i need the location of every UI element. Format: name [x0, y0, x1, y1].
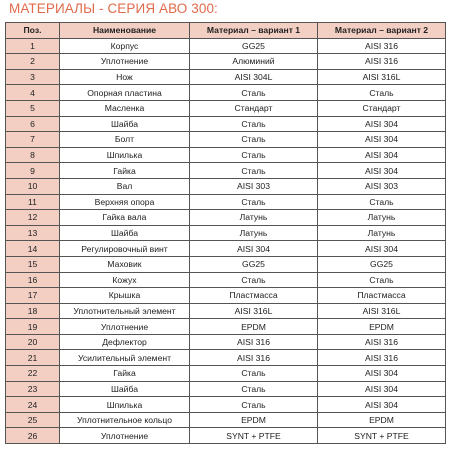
- cell-name: Шпилька: [60, 147, 190, 163]
- cell-name: Уплотнительное кольцо: [60, 412, 190, 428]
- cell-material-2: Латунь: [318, 225, 446, 241]
- cell-material-1: Сталь: [190, 163, 318, 179]
- table-row: [6, 334, 446, 350]
- header-name: Наименование: [60, 23, 190, 39]
- cell-name: Усилительный элемент: [60, 350, 190, 366]
- cell-material-1: AISI 303: [190, 178, 318, 194]
- cell-material-1: AISI 316L: [190, 303, 318, 319]
- cell-pos: 20: [6, 334, 60, 350]
- table-row: [6, 132, 446, 148]
- cell-name: Маховик: [60, 256, 190, 272]
- cell-name: Нож: [60, 69, 190, 85]
- cell-material-1: Сталь: [190, 397, 318, 413]
- cell-name: Вал: [60, 178, 190, 194]
- cell-material-1: AISI 304: [190, 241, 318, 257]
- page-title: МАТЕРИАЛЫ - СЕРИЯ АВО 300:: [9, 1, 218, 16]
- cell-name: Регулировочный винт: [60, 241, 190, 257]
- cell-name: Дефлектор: [60, 334, 190, 350]
- table-row: [6, 272, 446, 288]
- cell-pos: 17: [6, 288, 60, 304]
- cell-material-2: AISI 316: [318, 334, 446, 350]
- cell-material-1: Сталь: [190, 194, 318, 210]
- table-row: [6, 38, 446, 54]
- cell-pos: 18: [6, 303, 60, 319]
- cell-material-2: SYNT + PTFE: [318, 428, 446, 444]
- cell-pos: 21: [6, 350, 60, 366]
- cell-material-2: AISI 316: [318, 350, 446, 366]
- cell-material-1: EPDM: [190, 412, 318, 428]
- cell-pos: 23: [6, 381, 60, 397]
- cell-material-2: AISI 304: [318, 132, 446, 148]
- header-material-2: Материал – вариант 2: [318, 23, 446, 39]
- table-row: [6, 194, 446, 210]
- cell-material-1: EPDM: [190, 319, 318, 335]
- table-row: [6, 241, 446, 257]
- cell-name: Шайба: [60, 381, 190, 397]
- cell-name: Болт: [60, 132, 190, 148]
- cell-material-1: Сталь: [190, 147, 318, 163]
- cell-material-1: Сталь: [190, 116, 318, 132]
- cell-pos: 25: [6, 412, 60, 428]
- cell-material-2: AISI 316L: [318, 69, 446, 85]
- cell-pos: 15: [6, 256, 60, 272]
- cell-material-1: Стандарт: [190, 100, 318, 116]
- cell-material-2: EPDM: [318, 319, 446, 335]
- cell-material-2: AISI 304: [318, 366, 446, 382]
- cell-material-2: AISI 316L: [318, 303, 446, 319]
- cell-name: Уплотнение: [60, 319, 190, 335]
- table-row: [6, 225, 446, 241]
- cell-material-1: Латунь: [190, 225, 318, 241]
- table-row: [6, 319, 446, 335]
- cell-material-2: AISI 304: [318, 241, 446, 257]
- cell-material-2: AISI 316: [318, 54, 446, 70]
- cell-pos: 26: [6, 428, 60, 444]
- table-row: [6, 256, 446, 272]
- cell-name: Уплотнительный элемент: [60, 303, 190, 319]
- cell-name: Кожух: [60, 272, 190, 288]
- cell-material-1: Латунь: [190, 210, 318, 226]
- cell-material-2: AISI 303: [318, 178, 446, 194]
- cell-name: Корпус: [60, 38, 190, 54]
- cell-pos: 10: [6, 178, 60, 194]
- cell-material-1: AISI 316: [190, 350, 318, 366]
- cell-name: Гайка: [60, 163, 190, 179]
- table-row: [6, 303, 446, 319]
- cell-pos: 6: [6, 116, 60, 132]
- cell-material-1: Алюминий: [190, 54, 318, 70]
- cell-pos: 5: [6, 100, 60, 116]
- table-row: [6, 163, 446, 179]
- cell-pos: 7: [6, 132, 60, 148]
- cell-name: Гайка: [60, 366, 190, 382]
- cell-material-1: Сталь: [190, 132, 318, 148]
- table-row: [6, 397, 446, 413]
- cell-name: Гайка вала: [60, 210, 190, 226]
- cell-name: Масленка: [60, 100, 190, 116]
- cell-material-1: AISI 304L: [190, 69, 318, 85]
- header-material-1: Материал – вариант 1: [190, 23, 318, 39]
- table-row: [6, 350, 446, 366]
- cell-pos: 1: [6, 38, 60, 54]
- cell-material-1: Сталь: [190, 381, 318, 397]
- table-row: [6, 69, 446, 85]
- table-row: [6, 210, 446, 226]
- cell-material-2: GG25: [318, 256, 446, 272]
- table-row: [6, 100, 446, 116]
- cell-pos: 19: [6, 319, 60, 335]
- cell-material-1: SYNT + PTFE: [190, 428, 318, 444]
- cell-material-2: EPDM: [318, 412, 446, 428]
- cell-material-1: AISI 316: [190, 334, 318, 350]
- cell-material-1: GG25: [190, 38, 318, 54]
- cell-name: Уплотнение: [60, 54, 190, 70]
- cell-material-2: Стандарт: [318, 100, 446, 116]
- cell-name: Опорная пластина: [60, 85, 190, 101]
- cell-pos: 12: [6, 210, 60, 226]
- cell-name: Уплотнение: [60, 428, 190, 444]
- cell-material-2: AISI 304: [318, 397, 446, 413]
- cell-pos: 16: [6, 272, 60, 288]
- cell-pos: 11: [6, 194, 60, 210]
- table-row: [6, 366, 446, 382]
- materials-table: [5, 22, 446, 444]
- cell-pos: 2: [6, 54, 60, 70]
- cell-name: Верхняя опора: [60, 194, 190, 210]
- cell-name: Крышка: [60, 288, 190, 304]
- cell-pos: 9: [6, 163, 60, 179]
- cell-material-2: AISI 304: [318, 147, 446, 163]
- table-row: [6, 85, 446, 101]
- cell-material-2: Латунь: [318, 210, 446, 226]
- cell-material-1: Пластмасса: [190, 288, 318, 304]
- cell-pos: 14: [6, 241, 60, 257]
- header-pos: Поз.: [6, 23, 60, 39]
- cell-pos: 8: [6, 147, 60, 163]
- cell-name: Шпилька: [60, 397, 190, 413]
- cell-pos: 24: [6, 397, 60, 413]
- cell-material-2: Пластмасса: [318, 288, 446, 304]
- table-row: [6, 381, 446, 397]
- table-row: [6, 178, 446, 194]
- table-row: [6, 412, 446, 428]
- table-row: [6, 288, 446, 304]
- cell-material-1: Сталь: [190, 85, 318, 101]
- table-row: [6, 54, 446, 70]
- cell-pos: 13: [6, 225, 60, 241]
- cell-material-1: Сталь: [190, 272, 318, 288]
- cell-material-2: AISI 304: [318, 116, 446, 132]
- cell-pos: 4: [6, 85, 60, 101]
- cell-pos: 3: [6, 69, 60, 85]
- cell-pos: 22: [6, 366, 60, 382]
- cell-material-2: Сталь: [318, 272, 446, 288]
- cell-material-2: AISI 304: [318, 163, 446, 179]
- cell-material-2: AISI 316: [318, 38, 446, 54]
- cell-material-2: Сталь: [318, 194, 446, 210]
- table-row: [6, 116, 446, 132]
- table-row: [6, 428, 446, 444]
- cell-material-2: Сталь: [318, 85, 446, 101]
- cell-material-1: Сталь: [190, 366, 318, 382]
- table-row: [6, 147, 446, 163]
- cell-name: Шайба: [60, 116, 190, 132]
- table-header-row: [6, 23, 446, 39]
- cell-material-1: GG25: [190, 256, 318, 272]
- cell-name: Шайба: [60, 225, 190, 241]
- cell-material-2: AISI 304: [318, 381, 446, 397]
